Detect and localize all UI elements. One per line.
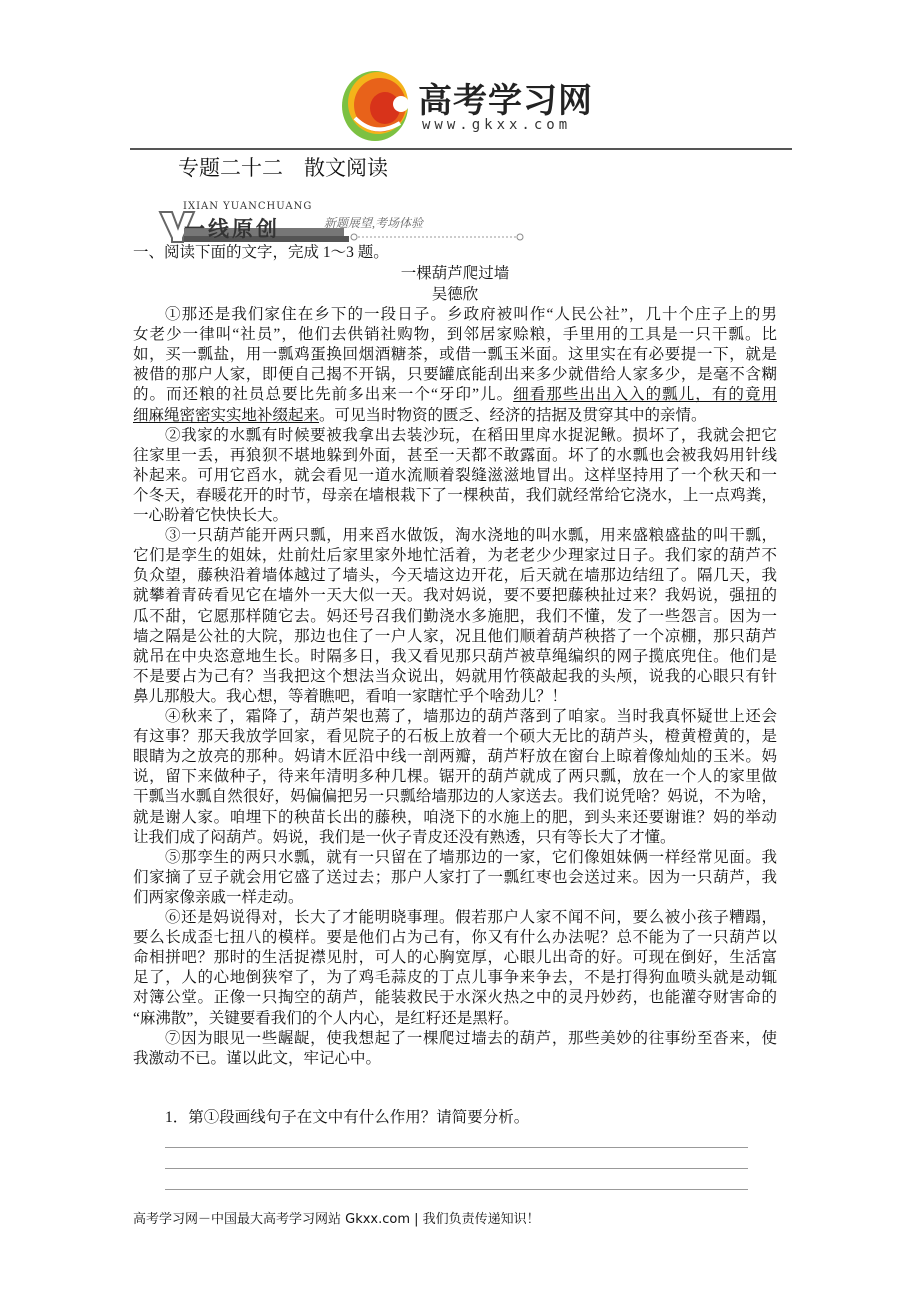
paragraph-3-line: 负众望，藤秧沿着墙体越过了墙头，今天墙这边开花，后天就在墙那边结纽了。隔几天，我: [133, 567, 777, 585]
paragraph-5-line: 们两家像亲戚一样走动。: [133, 888, 304, 906]
paragraph-3-line: ③一只葫芦能开两只瓢，用来舀水做饭，淘水浇地的叫水瓢，用来盛粮盛盐的叫干瓢，: [165, 527, 777, 545]
paragraph-1-line: 女老少一律叫“社员”，他们去供销社购物，到邻居家赊粮，手里用的工具是一只干瓢。比: [133, 326, 777, 344]
paragraph-6-line: “麻沸散”，关键要看我们的个人内心，是红籽还是黑籽。: [133, 1009, 519, 1027]
paragraph-6-line: 对簿公堂。正像一只掏空的葫芦，能装救民于水深火热之中的灵丹妙药，也能灌夺财害命的: [133, 989, 777, 1007]
paragraph-7-line: 我激动不已。谨以此文，牢记心中。: [133, 1049, 382, 1067]
paragraph-4-line: 有这事？那天我放学回家，看见院子的石板上放着一个硕大无比的葫芦头，橙黄橙黄的，是: [133, 728, 777, 746]
paragraph-3-line: 不是要占为己有？当我把这个想法当众说出，妈就用竹筷敲起我的头颅，说我的心眼只有针: [133, 667, 777, 685]
logo-url: www.gkxx.com: [422, 117, 572, 133]
paragraph-5-line: 们家摘了豆子就会用它盛了送过去；那户人家打了一瓢红枣也会送过来。因为一只葫芦，我: [133, 868, 777, 886]
paragraph-3-line: 就攀着青砖看见它在墙外一天大似一天。我对妈说，要不要把藤秧扯过来？我妈说，强扭的: [133, 587, 777, 605]
paragraph-1-line: ①那还是我们家住在乡下的一段日子。乡政府被叫作“人民公社”，几十个庄子上的男: [165, 306, 777, 323]
paragraph-6-line: ⑥还是妈说得对，长大了才能明晓事理。假若那户人家不闻不问，要么被小孩子糟蹋，: [165, 909, 777, 926]
paragraph-4-line: ④秋来了，霜降了，葫芦架也蔫了，墙那边的葫芦落到了咱家。当时我真怀疑世上还会: [165, 708, 777, 725]
passage-title: 一棵葫芦爬过墙: [400, 265, 510, 282]
paragraph-3-line: 瓜不甜，它愿那样随它去。妈还号召我们勤浇水多施肥，我们不懂，发了一些怨言。因为一: [133, 607, 777, 625]
paragraph-1-line: [133, 385, 777, 405]
paragraph-3-line: 墙之隔是公社的大院，那边也住了一户人家，况且他们顺着葫芦秧搭了一个凉棚，那只葫芦: [133, 627, 777, 645]
answer-line[interactable]: [165, 1147, 748, 1148]
header-divider: [130, 148, 792, 150]
paragraph-2-line: 往家里一丢，再狼狈不堪地躲到外面，甚至一天都不敢露面。坏了的水瓢也会被我妈用针线: [133, 446, 777, 464]
instruction: 一、阅读下面的文字，完成 1～3 题。: [133, 244, 389, 261]
paragraph-4-line: 说，留下来做种子，待来年清明多种几棵。锯开的葫芦就成了两只瓢，放在一个人的家里做: [133, 768, 777, 786]
text-segment: 。可见当时物资的匮乏、经济的拮据及贯穿其中的亲情。: [319, 406, 707, 424]
paragraph-3-line: 鼻儿那般大。我心想，等着瞧吧，看咱一家瞎忙乎个啥劲儿？！: [133, 687, 568, 705]
passage-author: 吴德欣: [431, 286, 479, 303]
paragraph-1-line: 被借的那户人家，即便自己揭不开锅，只要罐底能刮出来多少就借给人家多少，是毫不含糊: [133, 366, 777, 384]
paragraph-2-line: 个冬天，春暖花开的时节，母亲在墙根栽下了一棵秧苗，我们就经常给它浇水，上一点鸡粪，: [133, 486, 777, 504]
paragraph-3-line: 就吊在中央恣意地生长。时隔多日，我又看见那只葫芦被草绳编织的网子揽底兜住。他们是: [133, 647, 777, 665]
answer-line[interactable]: [165, 1168, 748, 1169]
banner-subtitle: 新题展望,考场体验: [324, 216, 424, 230]
paragraph-6-line: 要么长成歪七扭八的模样。要是他们占为己有，你又有什么办法呢？总不能为了一只葫芦以: [133, 929, 777, 947]
paragraph-4-line: 就是谢人家。咱埋下的秧苗长出的藤秧，咱浇下的水施上的肥，到头来还要谢谁？妈的举动: [133, 808, 777, 826]
footer-text: 高考学习网－中国最大高考学习网站 Gkxx.com | 我们负责传递知识！: [133, 1212, 540, 1227]
paragraph-1-line: [133, 406, 777, 426]
logo-name: 高考学习网: [418, 81, 593, 121]
underlined-sentence: 细麻绳密密实实地补缀起来: [133, 406, 320, 424]
topic-title: 专题二十二 散文阅读: [178, 156, 388, 180]
paragraph-2-line: 一心盼着它快快长大。: [133, 507, 289, 524]
paragraph-2-line: ②我家的水瓢有时候要被我拿出去装沙玩，在稻田里戽水捉泥鳅。损坏了，我就会把它: [165, 426, 777, 444]
paragraph-6-line: 足了，人的心地倒狭窄了，为了鸡毛蒜皮的丁点儿事争来争去，不是打得狗血喷头就是动辄: [133, 969, 777, 987]
paragraph-4-line: 干瓢当水瓢自然很好，妈偏偏把另一只瓢给墙那边的人家送去。我们说凭啥？妈说，不为啥，: [133, 788, 777, 806]
paragraph-4-line: 让我们成了闷葫芦。妈说，我们是一伙子青皮还没有熟透，只有等长大了才懂。: [133, 828, 676, 846]
underlined-sentence: 细看那些出出入入的瓢儿，有的竟用: [513, 386, 777, 404]
answer-line[interactable]: [165, 1189, 748, 1190]
banner-english: IXIAN YUANCHUANG: [183, 201, 313, 212]
paragraph-3-line: 它们是孪生的姐妹，灶前灶后家里家外地忙活着，为老老少少理家过日子。我们家的葫芦不: [133, 547, 777, 565]
paragraph-2-line: 补起来。可用它舀水，就会看见一道水流顺着裂缝滋滋地冒出。这样坚持用了一个秋天和一: [133, 466, 777, 484]
text-segment: 的。而还粮的社员总要比先前多出来一个“牙印”儿。: [133, 386, 514, 404]
paragraph-1-line: 如，买一瓢盐，用一瓢鸡蛋换回烟酒糖茶，或借一瓢玉米面。这里实在有必要提一下，就是: [133, 346, 777, 364]
paragraph-4-line: 眼睛为之放亮的那种。妈请木匠沿中线一剖两瓣，葫芦籽放在窗台上晾着像灿灿的玉米。妈: [133, 748, 777, 766]
banner-title: 一线原创: [184, 217, 280, 241]
paragraph-6-line: 命相拼吧？那时的生活捉襟见肘，可人的心胸宽厚，心眼儿出奇的好。可现在倒好，生活富: [133, 949, 777, 967]
paragraph-7-line: ⑦因为眼见一些龌龊，使我想起了一棵爬过墙去的葫芦，那些美妙的往事纷至沓来，使: [165, 1029, 777, 1047]
question-1: 1．第①段画线句子在文中有什么作用？请简要分析。: [165, 1109, 530, 1126]
paragraph-5-line: ⑤那孪生的两只水瓢，就有一只留在了墙那边的一家，它们像姐妹俩一样经常见面。我: [165, 848, 777, 866]
